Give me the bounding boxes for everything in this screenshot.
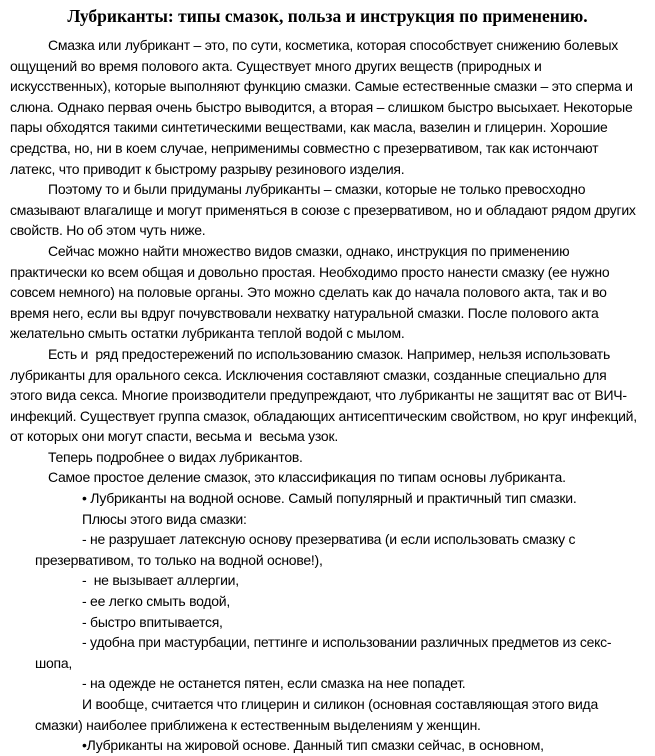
document-page	[0, 5, 655, 754]
paragraph-glycerin-note: И вообще, считается что глицерин и силикон (основная составляющая этого вида смазки) наиболее приближена к естественным выделениям у женщин.	[35, 696, 598, 733]
bullet-oil-based: •Лубриканты на жировой основе. Данный тип смазки сейчас, в основном,	[82, 737, 544, 754]
bullet-easy-wash: - ее легко смыть водой,	[82, 593, 230, 610]
bullet-no-latex-damage: - не разрушает латексную основу презерватива (и если использовать смазку с презервативом, то только на водной основе!),	[35, 531, 576, 568]
bullet-no-stains: - на одежде не останется пятен, если смазка на нее попадет.	[82, 675, 466, 692]
paragraph-usage-instructions: Сейчас можно найти множество видов смазки, однако, инструкция по применению практически ко всем общая и довольно простая. Необходимо просто нанести смазку (ее нужно совсем немного) на половые органы. Это можно сделать как до начала полового акта, так и во время него, если вы вдруг почувствовали нехватку натуральной смазки. После полового акта желательно смыть остатки лубриканта теплой водой с мылом.	[10, 242, 610, 342]
bullet-absorbs-fast: - быстро впитывается,	[82, 613, 223, 630]
bullet-no-allergy: - не вызывает аллергии,	[82, 572, 239, 589]
paragraph-types-intro: Теперь подробнее о видах лубрикантов.	[48, 448, 303, 465]
bullet-water-based: • Лубриканты на водной основе. Самый популярный и практичный тип смазки.	[82, 490, 577, 507]
paragraph-lubricant-intro: Смазка или лубрикант – это, по сути, косметика, которая способствует снижению болевых ощущений во время полового акта. Существует много других веществ (природных и искусственных), которые выполняют функцию смазки. Самые естественные смазки – это сперма и слюна. Однако первая очень быстро выводится, а вторая – слишком быстро высыхает. Некоторые пары обходятся такими синтетическими веществами, как масла, вазелин и глицерин. Хорошие средства, но, ни в коем случае, неприменимы совместно с презервативом, так как истончают латекс, что приводит к быстрому разрыву резинового изделия.	[10, 37, 633, 177]
paragraph-classification: Самое простое деление смазок, это классификация по типам основы лубриканта.	[48, 469, 566, 486]
bullet-convenient-use: - удобна при мастурбации, петтинге и использовании различных предметов из секс- шопа,	[35, 634, 612, 671]
paragraph-pluses-header: Плюсы этого вида смазки:	[82, 510, 247, 527]
document-title: Лубриканты: типы смазок, польза и инструкция по применению.	[67, 6, 588, 26]
paragraph-why-invented: Поэтому то и были придуманы лубриканты – смазки, которые не только превосходно смазывают влагалище и могут применяться в союзе с презервативом, но и обладают рядом других свойств. Но об этом чуть ниже.	[10, 181, 636, 239]
paragraph-warnings: Есть и ряд предостережений по использованию смазок. Например, нельзя использовать лубриканты для орального секса. Исключения составляют смазки, созданные специально для этого вида секса. Многие производители предупреждают, что лубриканты не защитят вас от ВИЧ- инфекций. Существует группа смазок, обладающих антисептическим свойством, но круг инфекций, от которых они могут спасти, весьма и весьма узок.	[10, 345, 637, 445]
